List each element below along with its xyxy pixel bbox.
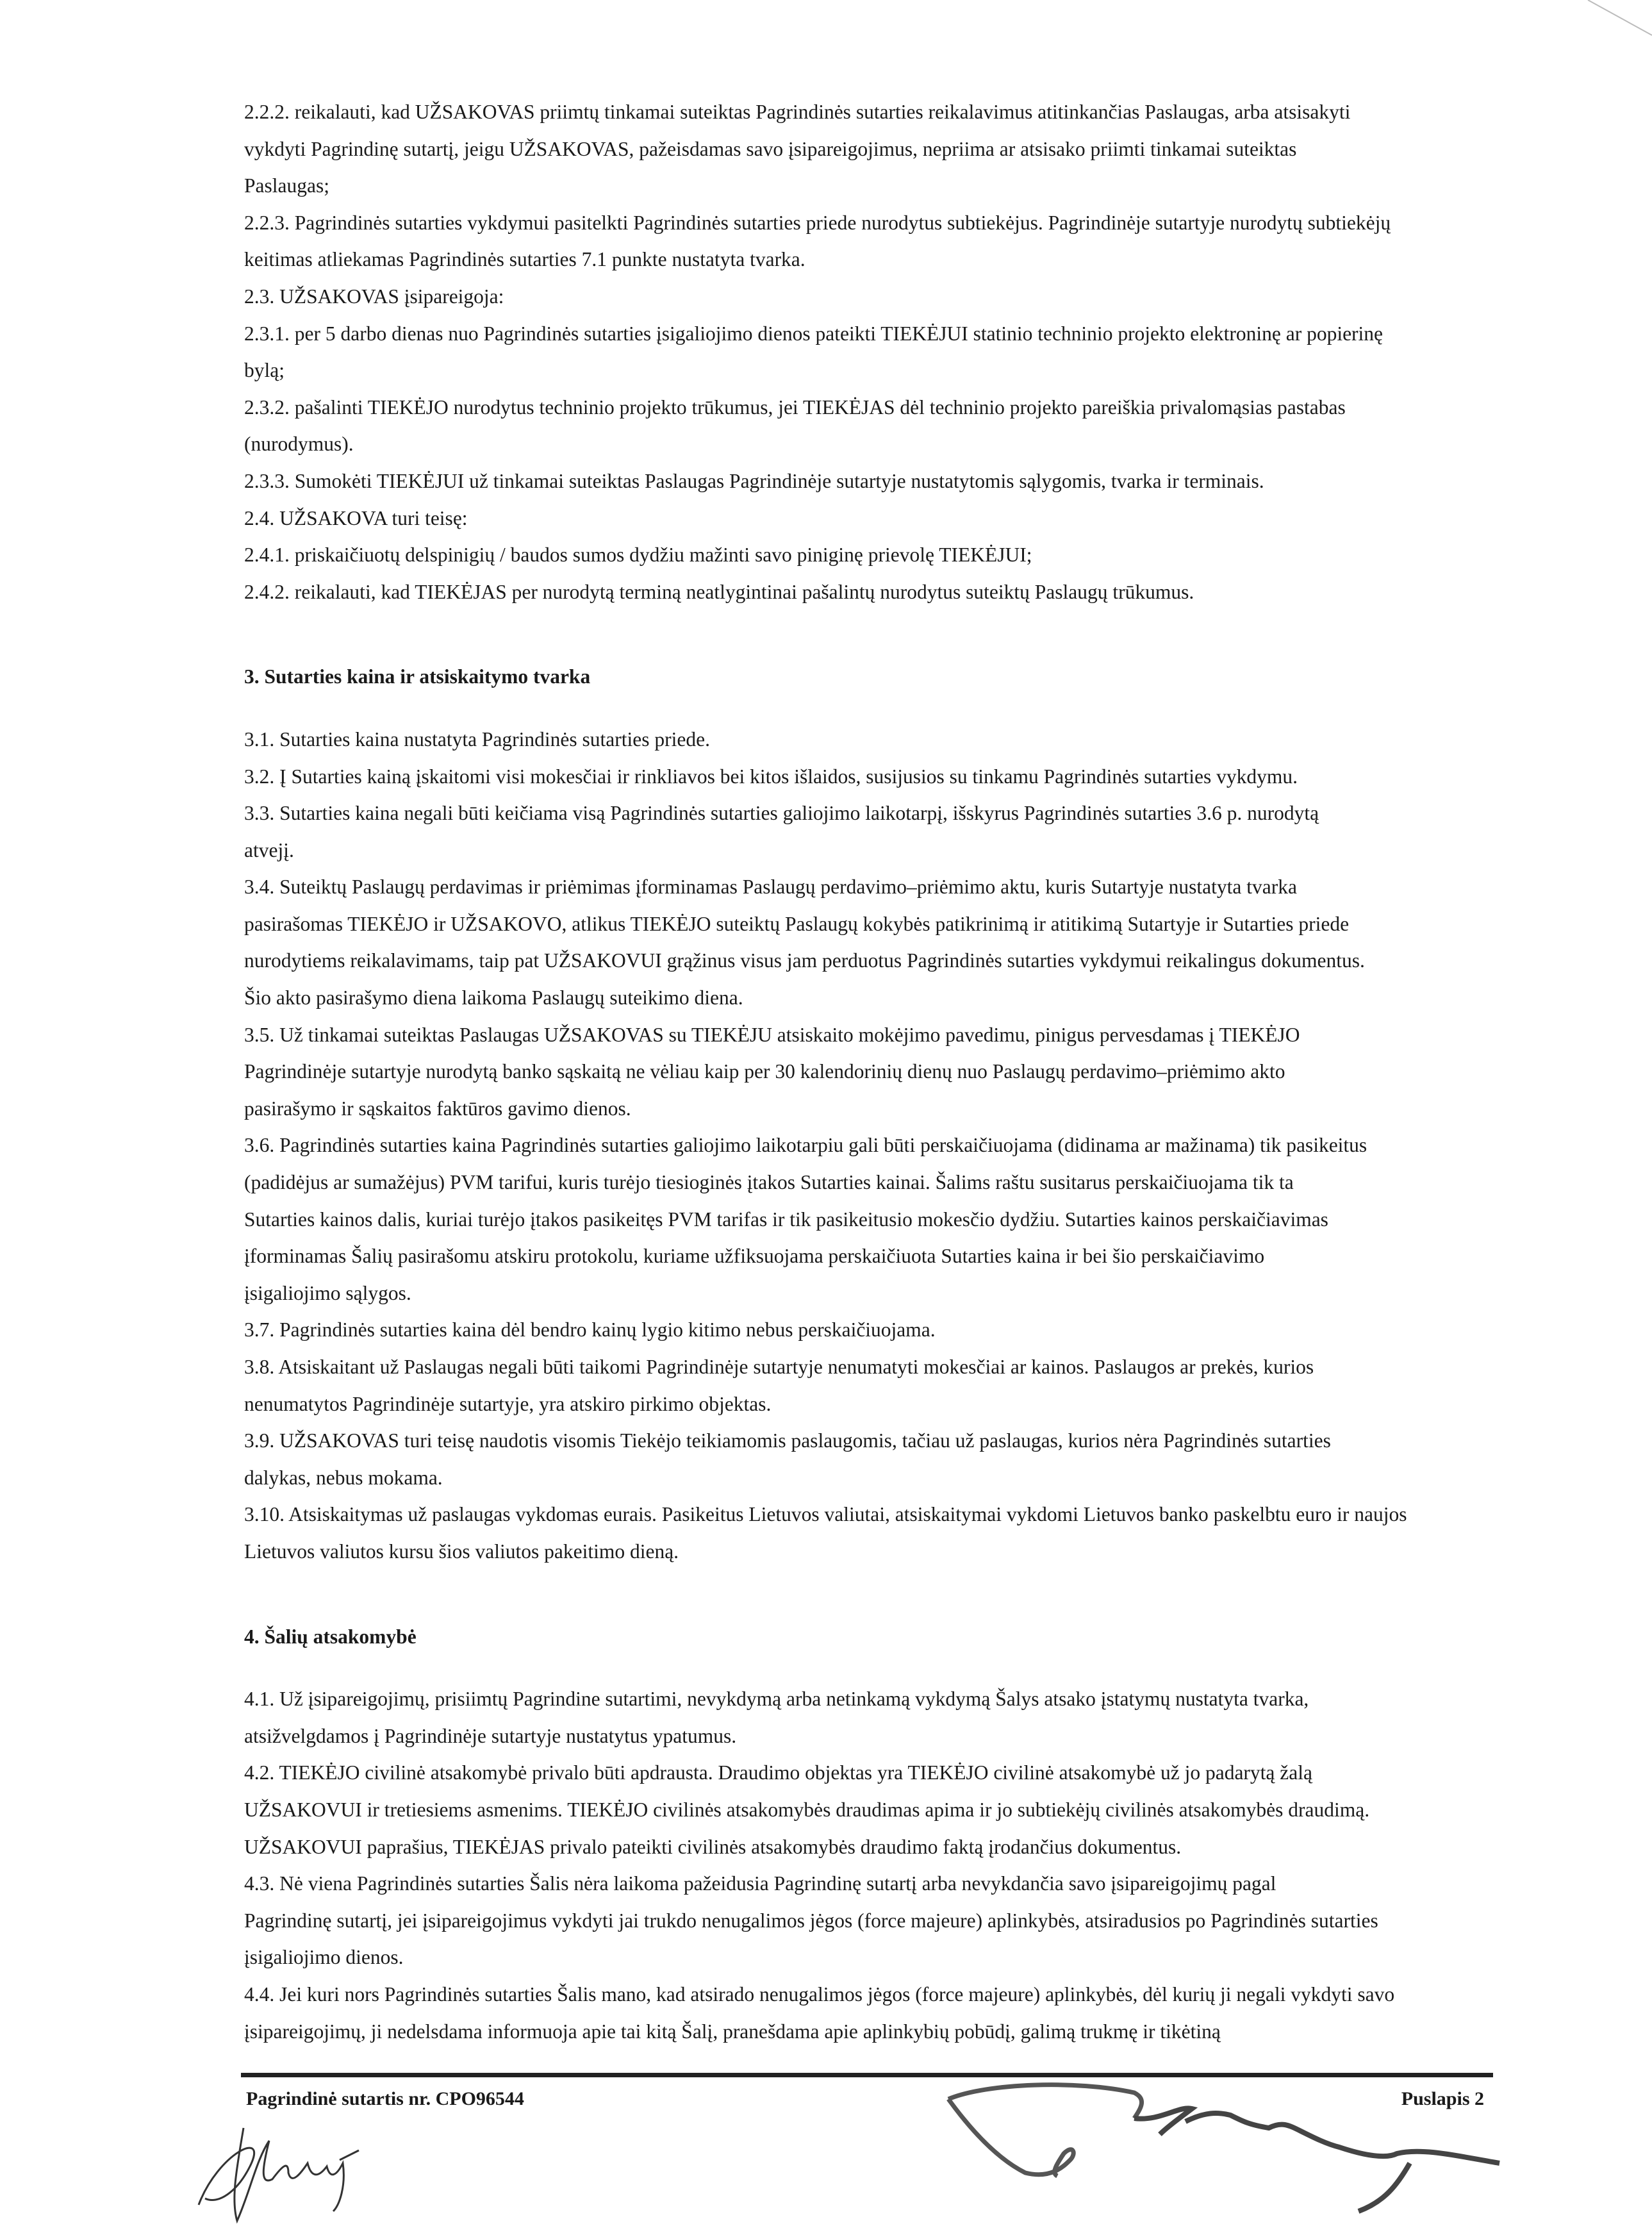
text-line: 3.3. Sutarties kaina negali būti keičiama visą Pagrindinės sutarties galiojimo laikotarpį, išskyrus Pagrindinės sutarties 3.6 p. nurodytą <box>244 802 1319 825</box>
text-line: įsipareigojimų, ji nedelsdama informuoja apie tai kitą Šalį, pranešdama apie aplinkybių pobūdį, galimą trukmę ir tikėtiną <box>244 2020 1221 2043</box>
text-line: 4.3. Nė viena Pagrindinės sutarties Šalis nėra laikoma pažeidusia Pagrindinę sutartį arba nevykdančia savo įsipareigojimų pagal <box>244 1872 1276 1895</box>
clause-paragraph <box>244 1349 1494 1422</box>
section-heading: 3. Sutarties kaina ir atsiskaitymo tvarka <box>244 665 591 688</box>
text-line: 3.8. Atsiskaitant už Paslaugas negali būti taikomi Pagrindinėje sutartyje nenumatyti mokesčiai ar kainos. Paslaugos ar prekės, kurios <box>244 1356 1314 1378</box>
clause-paragraph <box>244 1496 1494 1570</box>
clause-paragraph <box>244 795 1494 868</box>
clause-paragraph <box>244 1311 1494 1349</box>
text-line: 2.2.3. Pagrindinės sutarties vykdymui pasitelkti Pagrindinės sutarties priede nurodytus subtiekėjus. Pagrindinėje sutartyje nurodytų subtiekėjų <box>244 211 1391 234</box>
text-line: 3.10. Atsiskaitymas už paslaugas vykdomas eurais. Pasikeitus Lietuvos valiutai, atsiskaitymai vykdomi Lietuvos banko paskelbtu euro ir naujos <box>244 1503 1407 1526</box>
text-line: 3.1. Sutarties kaina nustatyta Pagrindinės sutarties priede. <box>244 727 710 751</box>
text-line: vykdyti Pagrindinę sutartį, jeigu UŽSAKOVAS, pažeisdamas savo įsipareigojimus, nepriima ar atsisako priimti tinkamai suteiktas <box>244 137 1297 160</box>
clause-paragraph <box>244 574 1494 611</box>
text-line: 2.4. UŽSAKOVA turi teisę: <box>244 506 468 529</box>
clause-paragraph <box>244 1681 1494 1754</box>
clause-paragraph <box>244 1127 1494 1311</box>
clause-paragraph <box>244 204 1494 278</box>
clause-paragraph <box>244 278 1494 315</box>
clause-paragraph <box>244 1865 1494 1976</box>
text-line: atsižvelgdamos į Pagrindinėje sutartyje nustatytus ypatumus. <box>244 1724 737 1747</box>
signature-left <box>192 2115 487 2224</box>
text-line: Sutarties kainos dalis, kuriai turėjo įtakos pasikeitęs PVM tarifas ir tik pasikeitusio mokesčio dydžiu. Sutarties kainos perskaičiavimas <box>244 1208 1328 1231</box>
clause-paragraph <box>244 463 1494 500</box>
text-line: 3.2. Į Sutarties kainą įskaitomi visi mokesčiai ir rinkliavos bei kitos išlaidos, susijusios su tinkamu Pagrindinės sutarties vykdymu. <box>244 765 1298 788</box>
text-line: įsigaliojimo dienos. <box>244 1946 404 1969</box>
clause-paragraph <box>244 1976 1494 2050</box>
clause-paragraph <box>244 1754 1494 1865</box>
text-line: atvejį. <box>244 838 294 861</box>
text-line: UŽSAKOVUI ir tretiesiems asmenims. TIEKĖJO civilinės atsakomybės draudimas apima ir jo subtiekėjų civilinės atsakomybės draudimą. <box>244 1798 1370 1821</box>
text-line: 2.3.2. pašalinti TIEKĖJO nurodytus techninio projekto trūkumus, jei TIEKĖJAS dėl techninio projekto pareiškia privalomąsias pastabas <box>244 395 1346 419</box>
text-line: 2.2.2. reikalauti, kad UŽSAKOVAS priimtų tinkamai suteiktas Pagrindinės sutarties reikalavimus atitinkančias Paslaugas, arba atsisakyti <box>244 101 1351 123</box>
text-line: Pagrindinėje sutartyje nurodytą banko sąskaitą ne vėliau kaip per 30 kalendorinių dienų nuo Paslaugų perdavimo–priėmimo akto <box>244 1060 1285 1083</box>
text-line: keitimas atliekamas Pagrindinės sutarties 7.1 punkte nustatyta tvarka. <box>244 248 805 271</box>
text-line: 2.3.1. per 5 darbo dienas nuo Pagrindinės sutarties įsigaliojimo dienos pateikti TIEKĖJUI statinio techninio projekto elektroninę ar popierinę <box>244 322 1384 345</box>
text-line: 3.5. Už tinkamai suteiktas Paslaugas UŽSAKOVAS su TIEKĖJU atsiskaito mokėjimo pavedimu, pinigus pervesdamas į TIEKĖJO <box>244 1023 1300 1046</box>
text-line: Lietuvos valiutos kursu šios valiutos pakeitimo dieną. <box>244 1540 679 1563</box>
text-line: pasirašomas TIEKĖJO ir UŽSAKOVO, atlikus TIEKĖJO suteiktų Paslaugų kokybės patikrinimą ir atitikimą Sutartyje ir Sutarties priede <box>244 912 1350 935</box>
text-line: 4.2. TIEKĖJO civilinė atsakomybė privalo būti apdrausta. Draudimo objektas yra TIEKĖJO civilinė atsakomybė už jo padarytą žalą <box>244 1761 1312 1784</box>
text-line: 3.4. Suteiktų Paslaugų perdavimas ir priėmimas įforminamas Paslaugų perdavimo–priėmimo aktu, kuris Sutartyje nustatyta tvarka <box>244 876 1297 899</box>
text-line: 2.4.1. priskaičiuotų delspinigių / baudos sumos dydžiu mažinti savo piniginę prievolę TIEKĖJUI; <box>244 544 1032 567</box>
text-line: dalykas, nebus mokama. <box>244 1466 443 1489</box>
text-line: 2.4.2. reikalauti, kad TIEKĖJAS per nurodytą terminą neatlygintinai pašalintų nurodytus suteiktų Paslaugų trūkumus. <box>244 580 1194 603</box>
text-line: 3.6. Pagrindinės sutarties kaina Pagrindinės sutarties galiojimo laikotarpiu gali būti perskaičiuojama (didinama ar mažinama) tik pasikeitus <box>244 1134 1367 1157</box>
text-line: 2.3.3. Sumokėti TIEKĖJUI už tinkamai suteiktas Paslaugas Pagrindinėje sutartyje nustatytomis sąlygomis, tvarka ir terminais. <box>244 469 1264 492</box>
text-line: UŽSAKOVUI paprašius, TIEKĖJAS privalo pateikti civilinės atsakomybės draudimo faktą įrodančius dokumentus. <box>244 1835 1182 1858</box>
footer-rule <box>241 2073 1493 2077</box>
text-line: 3.9. UŽSAKOVAS turi teisę naudotis visomis Tiekėjo teikiamomis paslaugomis, tačiau už paslaugas, kurios nėra Pagrindinės sutarties <box>244 1429 1331 1452</box>
text-line: įforminamas Šalių pasirašomu atskiru protokolu, kuriame užfiksuojama perskaičiuota Sutarties kaina ir bei šio perskaičiavimo <box>244 1245 1265 1268</box>
text-line: 4.4. Jei kuri nors Pagrindinės sutarties Šalis mano, kad atsirado nenugalimos jėgos (force majeure) aplinkybės, dėl kurių ji negali vykdyti savo <box>244 1982 1395 2006</box>
clause-paragraph <box>244 868 1494 1016</box>
footer-contract-number: Pagrindinė sutartis nr. CPO96544 <box>246 2088 524 2109</box>
page-corner-fold <box>1575 0 1652 38</box>
document-body <box>244 94 1494 2050</box>
text-line: nurodytiems reikalavimams, taip pat UŽSAKOVUI grąžinus visus jam perduotus Pagrindinės sutarties vykdymui reikalingus dokumentus. <box>244 949 1365 972</box>
text-line: pasirašymo ir sąskaitos faktūros gavimo dienos. <box>244 1097 631 1120</box>
text-line: 2.3. UŽSAKOVAS įsipareigoja: <box>244 285 504 308</box>
clause-paragraph <box>244 500 1494 537</box>
section-heading: 4. Šalių atsakomybė <box>244 1625 417 1648</box>
clause-paragraph <box>244 721 1494 758</box>
text-line: 3.7. Pagrindinės sutarties kaina dėl bendro kainų lygio kitimo nebus perskaičiuojama. <box>244 1318 936 1341</box>
text-line: (padidėjus ar sumažėjus) PVM tarifui, kuris turėjo tiesioginės įtakos Sutarties kainai. Šalims raštu susitarus perskaičiuojama tik ta <box>244 1171 1294 1194</box>
text-line: bylą; <box>244 359 285 382</box>
clause-paragraph <box>244 94 1494 204</box>
text-line: Paslaugas; <box>244 174 329 197</box>
clause-paragraph <box>244 315 1494 389</box>
clause-paragraph <box>244 1422 1494 1496</box>
clause-paragraph <box>244 536 1494 574</box>
footer-page-number: Puslapis 2 <box>1401 2088 1484 2109</box>
text-line: 4.1. Už įsipareigojimų, prisiimtų Pagrindine sutartimi, nevykdymą arba netinkamą vykdymą Šalys atsako įstatymų nustatyta tvarka, <box>244 1688 1309 1711</box>
text-line: Šio akto pasirašymo diena laikoma Paslaugų suteikimo diena. <box>244 986 743 1009</box>
clause-paragraph <box>244 1017 1494 1127</box>
text-line: įsigaliojimo sąlygos. <box>244 1281 411 1304</box>
clause-paragraph <box>244 389 1494 463</box>
text-line: Pagrindinę sutartį, jei įsipareigojimus vykdyti jai trukdo nenugalimos jėgos (force majeure) aplinkybės, atsiradusios po Pagrindinės sutarties <box>244 1909 1378 1932</box>
text-line: nenumatytos Pagrindinėje sutartyje, yra atskiro pirkimo objektas. <box>244 1392 772 1415</box>
signature-right <box>948 2083 1564 2211</box>
clause-paragraph <box>244 758 1494 795</box>
text-line: (nurodymus). <box>244 433 354 456</box>
